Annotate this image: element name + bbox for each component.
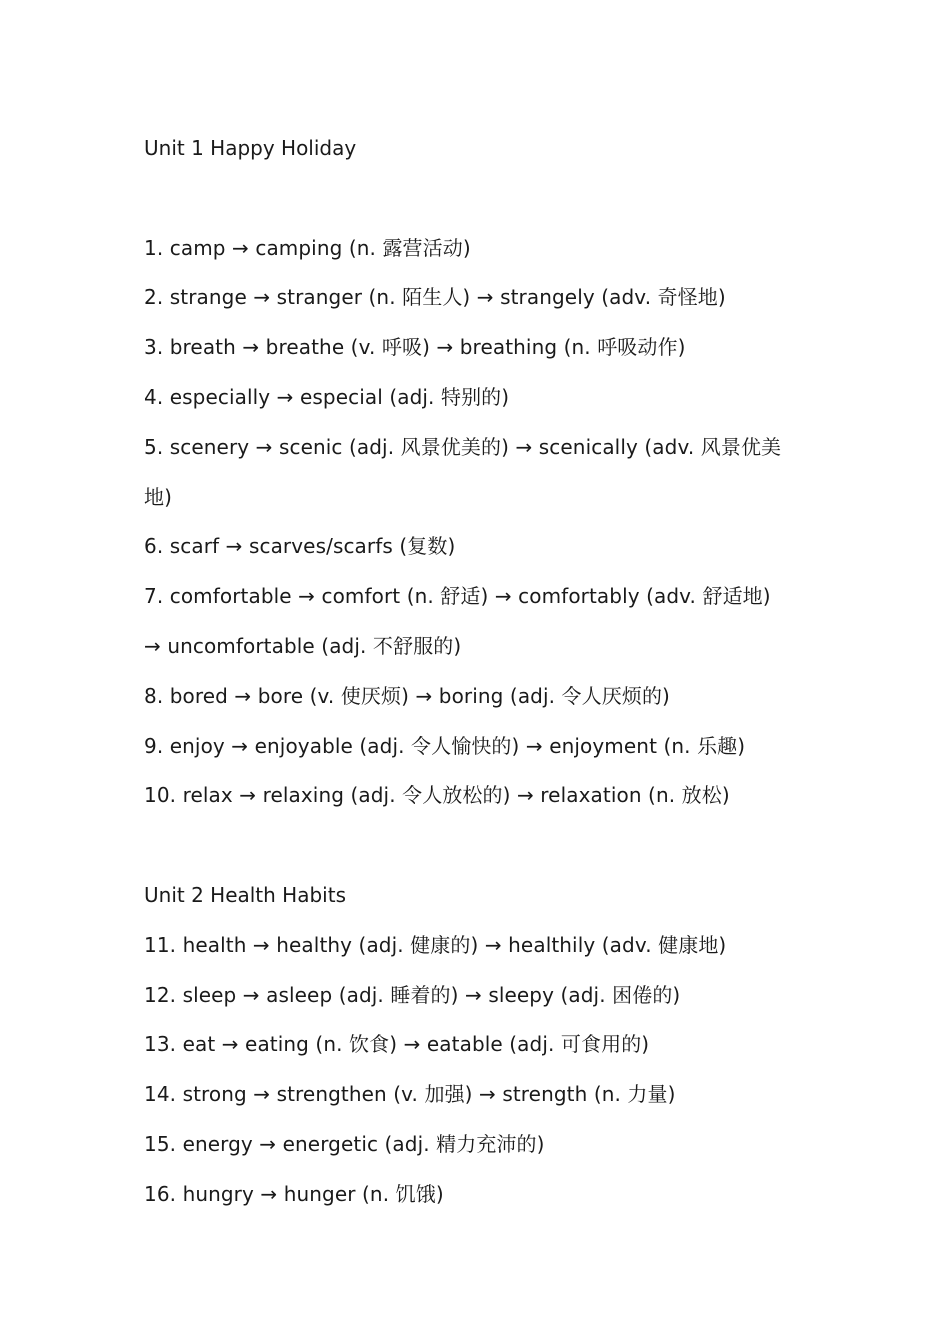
vocab-item-4: 4. especially → especial (adj. 特别的) [144, 384, 510, 409]
vocab-item-14: 14. strong → strengthen (v. 加强) → strength (n. 力量) [144, 1082, 676, 1107]
vocab-item-15: 15. energy → energetic (adj. 精力充沛的) [144, 1131, 545, 1156]
document-content [144, 124, 812, 1220]
vocab-item-9: 9. enjoy → enjoyable (adj. 令人愉快的) → enjoyment (n. 乐趣) [144, 733, 746, 758]
vocab-item-10: 10. relax → relaxing (adj. 令人放松的) → relaxation (n. 放松) [144, 783, 730, 808]
vocab-item-7-continued: → uncomfortable (adj. 不舒服的) [144, 633, 462, 658]
section-gap [144, 821, 812, 871]
vocab-item-3: 3. breath → breathe (v. 呼吸) → breathing (n. 呼吸动作) [144, 335, 686, 360]
unit-2-heading: Unit 2 Health Habits [144, 882, 346, 907]
vocab-item-8: 8. bored → bore (v. 使厌烦) → boring (adj. 令人厌烦的) [144, 683, 670, 708]
vocab-item-5: 5. scenery → scenic (adj. 风景优美的) → scenically (adv. 风景优美 [144, 434, 782, 459]
section-gap [144, 174, 812, 224]
vocab-item-5-continued: 地) [144, 484, 173, 509]
vocab-item-11: 11. health → healthy (adj. 健康的) → healthily (adv. 健康地) [144, 932, 727, 957]
vocab-item-1: 1. camp → camping (n. 露营活动) [144, 235, 471, 260]
vocab-item-2: 2. strange → stranger (n. 陌生人) → strangely (adv. 奇怪地) [144, 285, 726, 310]
unit-1-heading: Unit 1 Happy Holiday [144, 136, 357, 160]
vocab-item-6: 6. scarf → scarves/scarfs (复数) [144, 534, 456, 559]
vocab-item-16: 16. hungry → hunger (n. 饥饿) [144, 1181, 444, 1206]
vocab-item-13: 13. eat → eating (n. 饮食) → eatable (adj. 可食用的) [144, 1032, 650, 1057]
vocab-item-12: 12. sleep → asleep (adj. 睡着的) → sleepy (adj. 困倦的) [144, 982, 681, 1007]
vocab-item-7: 7. comfortable → comfort (n. 舒适) → comfortably (adv. 舒适地) [144, 584, 771, 609]
